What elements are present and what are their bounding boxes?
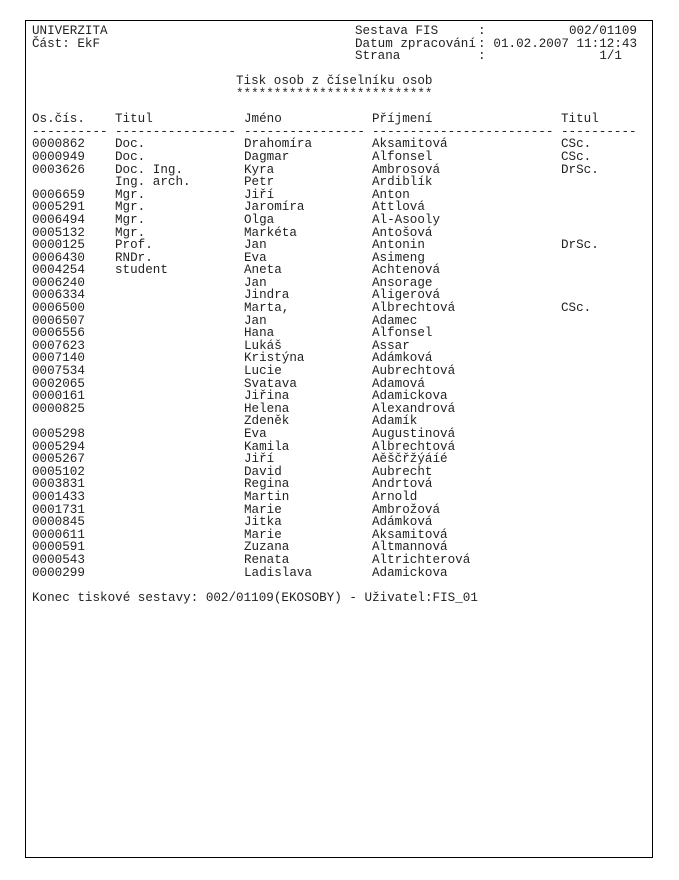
table-cell: Antonin xyxy=(372,238,425,253)
table-cell: Jiřina xyxy=(244,389,290,404)
separator-dashes: ---------- xyxy=(32,124,108,139)
table-header-row xyxy=(26,113,652,126)
table-cell: 0004254 xyxy=(32,263,85,278)
table-cell: 0006334 xyxy=(32,288,85,303)
table-cell: Aneta xyxy=(244,263,282,278)
process-date-label: Datum zpracování xyxy=(355,36,476,51)
table-cell: 0000862 xyxy=(32,137,85,152)
table-cell: 0002065 xyxy=(32,376,85,391)
table-cell: 0006500 xyxy=(32,301,85,316)
table-cell: Lucie xyxy=(244,364,282,379)
table-cell: Ansorage xyxy=(372,275,433,290)
table-cell: Marta, xyxy=(244,301,290,316)
table-cell: Ambrosová xyxy=(372,162,441,177)
table-row xyxy=(26,352,652,365)
table-row xyxy=(26,567,652,580)
table-row xyxy=(26,466,652,479)
table-cell: Mgr. xyxy=(115,225,146,240)
table-cell: Andrtová xyxy=(372,477,433,492)
table-cell: Mgr. xyxy=(115,212,146,227)
separator-dashes: ---------- xyxy=(561,124,637,139)
table-cell: 0007534 xyxy=(32,364,85,379)
blank-line xyxy=(26,579,652,592)
table-cell: 0005132 xyxy=(32,225,85,240)
report-id-colon: : xyxy=(478,24,486,38)
table-cell: Adamickova xyxy=(372,565,448,580)
table-cell: Lukáš xyxy=(244,338,282,353)
table-cell: 0003626 xyxy=(32,162,85,177)
table-row xyxy=(26,214,652,227)
table-row xyxy=(26,315,652,328)
header-line-2 xyxy=(26,38,652,51)
table-row xyxy=(26,302,652,315)
table-cell: Alfonsel xyxy=(372,149,433,164)
table-cell: student xyxy=(115,263,168,278)
table-cell: 0000299 xyxy=(32,565,85,580)
column-header-titul-2: Titul xyxy=(561,112,599,127)
org-name: UNIVERZITA xyxy=(32,24,108,38)
table-cell: 0005102 xyxy=(32,464,85,479)
table-cell: 0005267 xyxy=(32,452,85,467)
table-row xyxy=(26,491,652,504)
table-cell: Doc. xyxy=(115,149,146,164)
table-cell: Martin xyxy=(244,489,290,504)
table-row xyxy=(26,277,652,290)
table-row xyxy=(26,390,652,403)
report-id-value: 002/01109 xyxy=(568,24,637,38)
table-cell: Jiří xyxy=(244,452,275,467)
table-cell: RNDr. xyxy=(115,250,153,265)
table-cell: 0003831 xyxy=(32,477,85,492)
separator-dashes: ---------------- xyxy=(115,124,236,139)
header-line-1 xyxy=(26,25,652,38)
table-cell: Prof. xyxy=(115,238,153,253)
table-cell: 0000611 xyxy=(32,527,85,542)
table-cell: 0005291 xyxy=(32,200,85,215)
table-cell: Adámková xyxy=(372,351,433,366)
table-row xyxy=(26,516,652,529)
table-cell: Arnold xyxy=(372,489,418,504)
table-cell: Kristýna xyxy=(244,351,305,366)
table-row xyxy=(26,151,652,164)
page-number-label: Strana xyxy=(355,49,401,64)
table-row xyxy=(26,365,652,378)
table-cell: Assar xyxy=(372,338,410,353)
table-cell: Alfonsel xyxy=(372,326,433,341)
table-body xyxy=(26,138,652,579)
table-cell: Alexandrová xyxy=(372,401,456,416)
table-cell: Eva xyxy=(244,427,267,441)
table-row xyxy=(26,504,652,517)
table-cell: 0000591 xyxy=(32,540,85,555)
table-row xyxy=(26,176,652,189)
table-cell: 0000949 xyxy=(32,149,85,164)
table-cell: Aubrechtová xyxy=(372,364,456,379)
header-line-3 xyxy=(26,50,652,63)
table-cell: 0006240 xyxy=(32,275,85,290)
separator-dashes: ------------------------ xyxy=(372,124,554,139)
table-cell: DrSc. xyxy=(561,162,599,177)
report-title: Tisk osob z číselníku osob xyxy=(236,74,433,89)
table-cell: 0001731 xyxy=(32,502,85,517)
table-row xyxy=(26,529,652,542)
table-row xyxy=(26,378,652,391)
table-cell: Anton xyxy=(372,187,410,202)
table-row xyxy=(26,415,652,428)
table-cell: Al-Asooly xyxy=(372,212,441,227)
table-cell: Albrechtová xyxy=(372,301,456,316)
table-cell: David xyxy=(244,464,282,479)
table-cell: Olga xyxy=(244,212,275,227)
table-cell: Helena xyxy=(244,401,290,416)
table-row xyxy=(26,264,652,277)
table-cell: Aksamitová xyxy=(372,527,448,542)
table-cell: Zuzana xyxy=(244,540,290,555)
table-cell: Jan xyxy=(244,313,267,328)
table-cell: Eva xyxy=(244,250,267,265)
part-label: Část: EkF xyxy=(32,36,101,51)
table-row xyxy=(26,453,652,466)
table-cell: 0000543 xyxy=(32,552,85,567)
table-cell: 0001433 xyxy=(32,489,85,504)
report-title-underline: ************************** xyxy=(236,86,433,101)
report-page xyxy=(25,20,653,858)
page-number-colon: : xyxy=(478,49,486,64)
table-cell: Aksamitová xyxy=(372,137,448,152)
table-cell: Kyra xyxy=(244,162,275,177)
table-cell: Mgr. xyxy=(115,187,146,202)
table-cell: Renata xyxy=(244,552,290,567)
column-header-jmeno: Jméno xyxy=(244,112,282,127)
table-row xyxy=(26,289,652,302)
table-cell: Adamickova xyxy=(372,389,448,404)
table-cell: Markéta xyxy=(244,225,297,240)
table-cell: Dagmar xyxy=(244,149,290,164)
table-cell: Jan xyxy=(244,275,267,290)
table-row xyxy=(26,541,652,554)
table-cell: Altmannová xyxy=(372,540,448,555)
table-row xyxy=(26,403,652,416)
table-cell: CSc. xyxy=(561,149,592,164)
process-date-colon: : xyxy=(478,36,486,51)
table-cell: Adamová xyxy=(372,376,425,391)
column-header-os-cis: Os.čís. xyxy=(32,112,85,127)
end-of-report-text: Konec tiskové sestavy: 002/01109(EKOSOBY) - Uživatel:FIS_01 xyxy=(32,590,478,605)
table-cell: Altrichterová xyxy=(372,552,471,567)
table-cell: Attlová xyxy=(372,200,425,215)
table-cell: Albrechtová xyxy=(372,439,456,454)
table-cell: Antošová xyxy=(372,225,433,240)
footer-line xyxy=(26,592,652,605)
table-cell: Mgr. xyxy=(115,200,146,215)
table-cell: Jiří xyxy=(244,187,275,202)
table-cell: Achtenová xyxy=(372,263,441,278)
table-cell: Adamík xyxy=(372,414,418,429)
table-cell: 0005298 xyxy=(32,427,85,441)
table-cell: Adamec xyxy=(372,313,418,328)
table-cell: Kamila xyxy=(244,439,290,454)
table-cell: 0000825 xyxy=(32,401,85,416)
table-cell: CSc. xyxy=(561,301,592,316)
table-cell: Ardiblík xyxy=(372,175,433,190)
table-cell: Regina xyxy=(244,477,290,492)
table-cell: Zdeněk xyxy=(244,414,290,429)
table-cell: Ladislava xyxy=(244,565,313,580)
table-cell: 0006659 xyxy=(32,187,85,202)
table-cell: Marie xyxy=(244,502,282,517)
table-row xyxy=(26,239,652,252)
table-cell: Jaromíra xyxy=(244,200,305,215)
table-cell: Ambrožová xyxy=(372,502,441,517)
table-cell: Aěščřžýáíé xyxy=(372,452,448,467)
table-cell: 0007623 xyxy=(32,338,85,353)
column-header-prijmeni: Příjmení xyxy=(372,112,433,127)
report-id-label: Sestava FIS xyxy=(355,24,439,38)
process-date-value: 01.02.2007 11:12:43 xyxy=(493,36,637,51)
separator-dashes: ---------------- xyxy=(244,124,365,139)
table-cell: Marie xyxy=(244,527,282,542)
table-cell: Svatava xyxy=(244,376,297,391)
table-row xyxy=(26,554,652,567)
table-cell: Asimeng xyxy=(372,250,425,265)
table-cell: Hana xyxy=(244,326,275,341)
table-cell: Doc. xyxy=(115,137,146,152)
table-cell: 0006507 xyxy=(32,313,85,328)
report-title-underline-line xyxy=(26,88,652,101)
table-cell: Aligerová xyxy=(372,288,441,303)
table-cell: Ing. arch. xyxy=(115,175,191,190)
table-row xyxy=(26,327,652,340)
column-header-titul: Titul xyxy=(115,112,153,127)
table-cell: Drahomíra xyxy=(244,137,313,152)
table-cell: 0000845 xyxy=(32,515,85,530)
table-cell: Jan xyxy=(244,238,267,253)
table-row xyxy=(26,340,652,353)
table-cell: Jitka xyxy=(244,515,282,530)
table-cell: Jindra xyxy=(244,288,290,303)
table-cell: CSc. xyxy=(561,137,592,152)
table-cell: Doc. Ing. xyxy=(115,162,184,177)
table-cell: 0007140 xyxy=(32,351,85,366)
table-cell: 0000161 xyxy=(32,389,85,404)
table-cell: DrSc. xyxy=(561,238,599,253)
table-cell: 0006430 xyxy=(32,250,85,265)
table-cell: 0006494 xyxy=(32,212,85,227)
table-cell: Petr xyxy=(244,175,275,190)
table-row xyxy=(26,428,652,441)
table-cell: Adámková xyxy=(372,515,433,530)
table-cell: 0006556 xyxy=(32,326,85,341)
table-cell: 0000125 xyxy=(32,238,85,253)
table-row xyxy=(26,478,652,491)
page-number-value: 1/1 xyxy=(599,49,622,64)
table-cell: 0005294 xyxy=(32,439,85,454)
table-row xyxy=(26,441,652,454)
table-cell: Augustinová xyxy=(372,427,456,441)
table-cell: Aubrecht xyxy=(372,464,433,479)
